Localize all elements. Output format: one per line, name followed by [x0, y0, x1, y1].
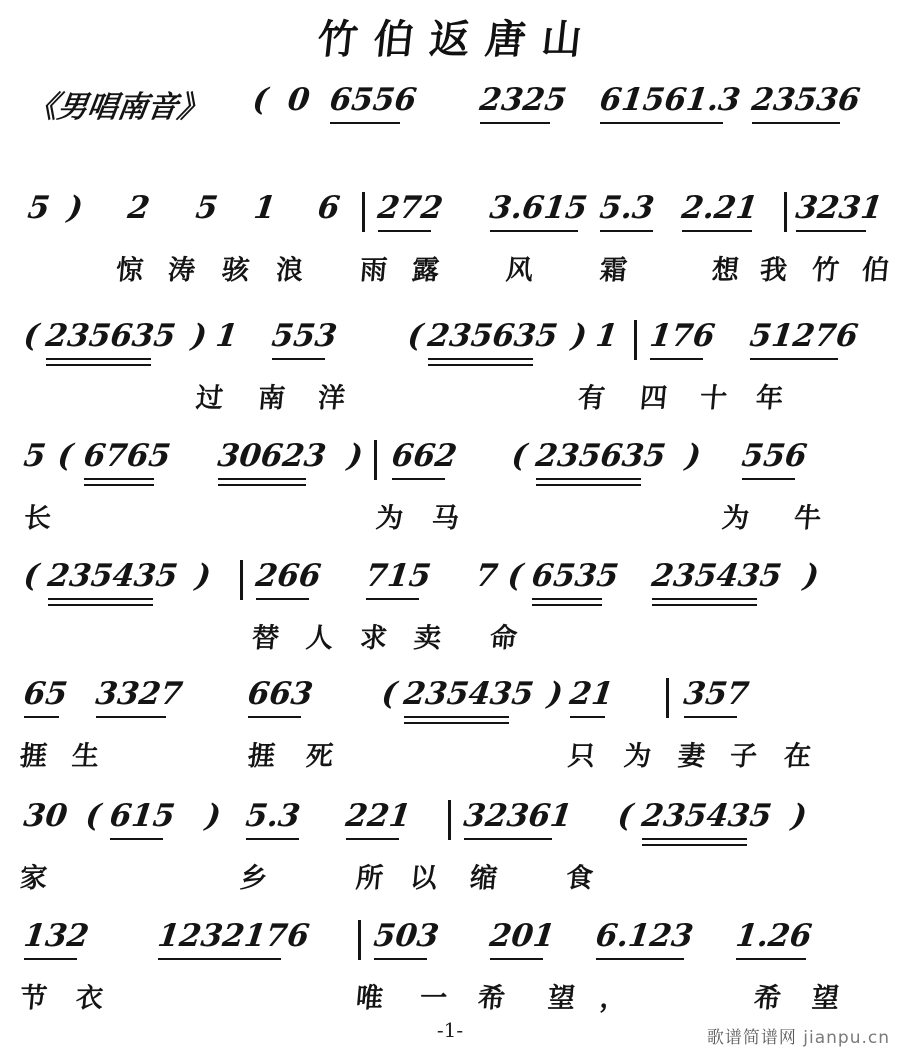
note-token: 23536 — [749, 82, 863, 118]
lyric-char: 雨 — [358, 255, 389, 286]
beam-line — [84, 484, 154, 486]
lyric-row — [0, 734, 900, 780]
note-token: 235435 — [401, 676, 536, 712]
note-token: 503 — [371, 918, 441, 954]
note-token: 663 — [245, 676, 315, 712]
beam-line — [330, 122, 400, 124]
lyric-char: 求 — [358, 623, 389, 654]
beam-line — [378, 230, 431, 232]
note-token: 715 — [363, 558, 433, 594]
note-token: ) — [189, 318, 209, 354]
beam-line — [24, 716, 59, 718]
note-token: 30 — [21, 798, 70, 834]
note-token: 6556 — [327, 82, 419, 118]
lyric-char: 卖 — [412, 623, 443, 654]
note-token: 662 — [389, 438, 459, 474]
beam-line — [392, 478, 445, 480]
beam-line — [218, 484, 306, 486]
note-token: ( — [379, 676, 399, 712]
note-token: 1 — [251, 190, 278, 226]
lyric-char: 惊 — [114, 255, 145, 286]
note-token: ( — [55, 438, 75, 474]
lyric-char: 骇 — [220, 255, 251, 286]
note-token: 235635 — [533, 438, 668, 474]
beam-line — [642, 838, 747, 840]
lyric-char: 为 — [720, 503, 751, 534]
note-row — [0, 190, 900, 248]
music-system — [0, 438, 900, 542]
note-token: 272 — [375, 190, 445, 226]
beam-line — [46, 358, 151, 360]
lyric-char: 生 — [70, 741, 101, 772]
beam-line — [490, 958, 543, 960]
note-token: ) — [193, 558, 213, 594]
beam-line — [742, 478, 795, 480]
beam-line — [652, 604, 757, 606]
lyric-char: 捱 — [18, 741, 49, 772]
beam-line — [736, 958, 806, 960]
section-label: 《男唱南音》 — [25, 90, 210, 125]
lyric-row — [0, 376, 900, 422]
lyric-char: 露 — [410, 255, 441, 286]
beam-line — [596, 958, 684, 960]
beam-line — [110, 838, 163, 840]
barline — [448, 800, 451, 840]
lyric-char: 霜 — [598, 255, 629, 286]
note-token: 61561.3 — [597, 82, 743, 118]
beam-line — [374, 958, 427, 960]
page-title: 竹伯返唐山 — [315, 16, 601, 63]
beam-line — [652, 598, 757, 600]
note-token: ) — [345, 438, 365, 474]
lyric-char: 家 — [18, 863, 49, 894]
note-token: 6 — [315, 190, 342, 226]
lyric-char: 死 — [304, 741, 335, 772]
lyric-char: 伯 — [860, 255, 891, 286]
beam-line — [464, 838, 552, 840]
lyric-char: 四 — [638, 383, 669, 414]
note-token: 1 — [213, 318, 240, 354]
lyric-char: 南 — [256, 383, 287, 414]
lyric-char: 一 — [418, 983, 449, 1014]
note-token: 235435 — [45, 558, 180, 594]
note-token: 235635 — [43, 318, 178, 354]
lyric-char: 洋 — [316, 383, 347, 414]
note-token: 553 — [269, 318, 339, 354]
lyric-char: 过 — [194, 383, 225, 414]
watermark — [707, 1023, 890, 1048]
beam-line — [366, 598, 419, 600]
note-row — [0, 676, 900, 734]
beam-line — [682, 230, 752, 232]
note-token: 51276 — [747, 318, 861, 354]
music-system — [0, 798, 900, 902]
note-token: 5.3 — [597, 190, 657, 226]
lyric-char: 我 — [758, 255, 789, 286]
watermark-text: 歌谱简谱网 — [706, 1028, 797, 1048]
beam-line — [536, 478, 641, 480]
beam-line — [246, 838, 299, 840]
music-system — [0, 318, 900, 422]
lyric-row — [0, 248, 900, 294]
note-row — [0, 558, 900, 616]
beam-line — [84, 478, 154, 480]
beam-line — [750, 358, 838, 360]
barline — [240, 560, 243, 600]
beam-line — [490, 230, 578, 232]
lyric-char: 唯 — [354, 983, 385, 1014]
note-token: 1.26 — [733, 918, 814, 954]
note-token: 3327 — [93, 676, 185, 712]
lyric-char: 长 — [22, 503, 53, 534]
note-token: ) — [683, 438, 703, 474]
lyric-char: 风 — [504, 255, 535, 286]
music-system — [0, 558, 900, 662]
beam-line — [570, 716, 605, 718]
lyric-char: 子 — [728, 741, 759, 772]
note-token: 235635 — [425, 318, 560, 354]
music-system — [0, 918, 900, 1022]
lyric-char: 衣 — [74, 983, 105, 1014]
barline — [362, 192, 365, 232]
note-token: ) — [545, 676, 565, 712]
note-token: 1 — [593, 318, 620, 354]
note-token: 21 — [567, 676, 616, 712]
lyric-char: 十 — [698, 383, 729, 414]
note-token: 7 — [473, 558, 500, 594]
note-token: 1232176 — [155, 918, 312, 954]
lyric-char: 食 — [564, 863, 595, 894]
note-token: 235435 — [649, 558, 784, 594]
note-token: 235435 — [639, 798, 774, 834]
beam-line — [48, 604, 153, 606]
note-token: 5 — [21, 438, 48, 474]
beam-line — [642, 844, 747, 846]
lyric-char: 望 — [810, 983, 841, 1014]
music-system — [0, 190, 900, 294]
note-row — [0, 798, 900, 856]
note-token: 3.615 — [487, 190, 590, 226]
lyric-char: 人 — [304, 623, 335, 654]
beam-line — [96, 716, 166, 718]
note-token: 6.123 — [593, 918, 696, 954]
beam-line — [404, 716, 509, 718]
note-token: ) — [65, 190, 85, 226]
barline — [374, 440, 377, 480]
beam-line — [248, 716, 301, 718]
note-token: ( — [21, 558, 41, 594]
note-row — [0, 318, 900, 376]
note-token: ) — [789, 798, 809, 834]
note-token: 357 — [681, 676, 751, 712]
note-token: 6765 — [81, 438, 173, 474]
note-token: 176 — [647, 318, 717, 354]
beam-line — [428, 364, 533, 366]
lyric-char: 马 — [430, 503, 461, 534]
note-token: 5 — [193, 190, 220, 226]
barline — [634, 320, 637, 360]
note-token: ( — [509, 438, 529, 474]
note-token: 32361 — [461, 798, 575, 834]
note-token: 30623 — [215, 438, 329, 474]
beam-line — [272, 358, 325, 360]
lyric-row — [0, 976, 900, 1022]
note-token: ) — [569, 318, 589, 354]
note-token: 0 — [285, 82, 312, 118]
lyric-char: 年 — [754, 383, 785, 414]
note-token: ) — [801, 558, 821, 594]
lyric-char: 涛 — [166, 255, 197, 286]
beam-line — [256, 598, 309, 600]
beam-line — [532, 604, 602, 606]
lyric-char: 望 — [546, 983, 577, 1014]
lyric-row — [0, 616, 900, 662]
beam-line — [218, 478, 306, 480]
beam-line — [600, 230, 653, 232]
note-token: 221 — [343, 798, 413, 834]
beam-line — [532, 598, 602, 600]
note-token: 6535 — [529, 558, 621, 594]
note-token: 65 — [21, 676, 70, 712]
lyric-char: 希 — [752, 983, 783, 1014]
lyric-row — [0, 856, 900, 902]
note-token: ( — [405, 318, 425, 354]
note-token: ( — [505, 558, 525, 594]
lyric-char: 为 — [622, 741, 653, 772]
note-row — [0, 918, 900, 976]
lyric-char: 以 — [408, 863, 439, 894]
note-token: ) — [203, 798, 223, 834]
beam-line — [650, 358, 703, 360]
barline — [784, 192, 787, 232]
beam-line — [404, 722, 509, 724]
lyric-char: ， — [598, 983, 629, 1014]
note-token: 5.3 — [243, 798, 303, 834]
beam-line — [796, 230, 866, 232]
lyric-char: 命 — [488, 623, 519, 654]
watermark-site: jianpu.cn — [803, 1028, 890, 1048]
lyric-char: 在 — [782, 741, 813, 772]
note-token: 3231 — [793, 190, 885, 226]
lyric-char: 只 — [566, 741, 597, 772]
note-token: 132 — [21, 918, 91, 954]
barline — [358, 920, 361, 960]
music-system — [0, 676, 900, 780]
beam-line — [158, 958, 281, 960]
music-system — [0, 82, 900, 186]
lyric-char: 缩 — [468, 863, 499, 894]
beam-line — [46, 364, 151, 366]
barline — [666, 678, 669, 718]
note-row — [0, 82, 900, 140]
lyric-char: 乡 — [238, 863, 269, 894]
note-token: 266 — [253, 558, 323, 594]
beam-line — [480, 122, 550, 124]
lyric-char: 牛 — [792, 503, 823, 534]
lyric-char: 有 — [576, 383, 607, 414]
beam-line — [684, 716, 737, 718]
lyric-char: 妻 — [676, 741, 707, 772]
lyric-char: 为 — [374, 503, 405, 534]
note-token: ( — [21, 318, 41, 354]
beam-line — [600, 122, 723, 124]
lyric-char: 浪 — [274, 255, 305, 286]
lyric-char: 替 — [250, 623, 281, 654]
note-token: 201 — [487, 918, 557, 954]
lyric-row — [0, 496, 900, 542]
note-token: ( — [615, 798, 635, 834]
lyric-char: 捱 — [246, 741, 277, 772]
lyric-char: 所 — [354, 863, 385, 894]
note-token: 556 — [739, 438, 809, 474]
note-token: 5 — [25, 190, 52, 226]
note-row — [0, 438, 900, 496]
beam-line — [536, 484, 641, 486]
lyric-row — [0, 140, 900, 186]
beam-line — [428, 358, 533, 360]
beam-line — [752, 122, 840, 124]
note-token: 2325 — [477, 82, 569, 118]
lyric-char: 竹 — [810, 255, 841, 286]
note-token: 615 — [107, 798, 177, 834]
beam-line — [24, 958, 77, 960]
page-number: -1- — [436, 1018, 464, 1042]
note-token: 2 — [125, 190, 152, 226]
beam-line — [48, 598, 153, 600]
note-token: ( — [250, 82, 270, 118]
lyric-char: 希 — [476, 983, 507, 1014]
lyric-char: 节 — [18, 983, 49, 1014]
lyric-char: 想 — [710, 255, 741, 286]
note-token: 2.21 — [679, 190, 760, 226]
beam-line — [346, 838, 399, 840]
note-token: ( — [83, 798, 103, 834]
